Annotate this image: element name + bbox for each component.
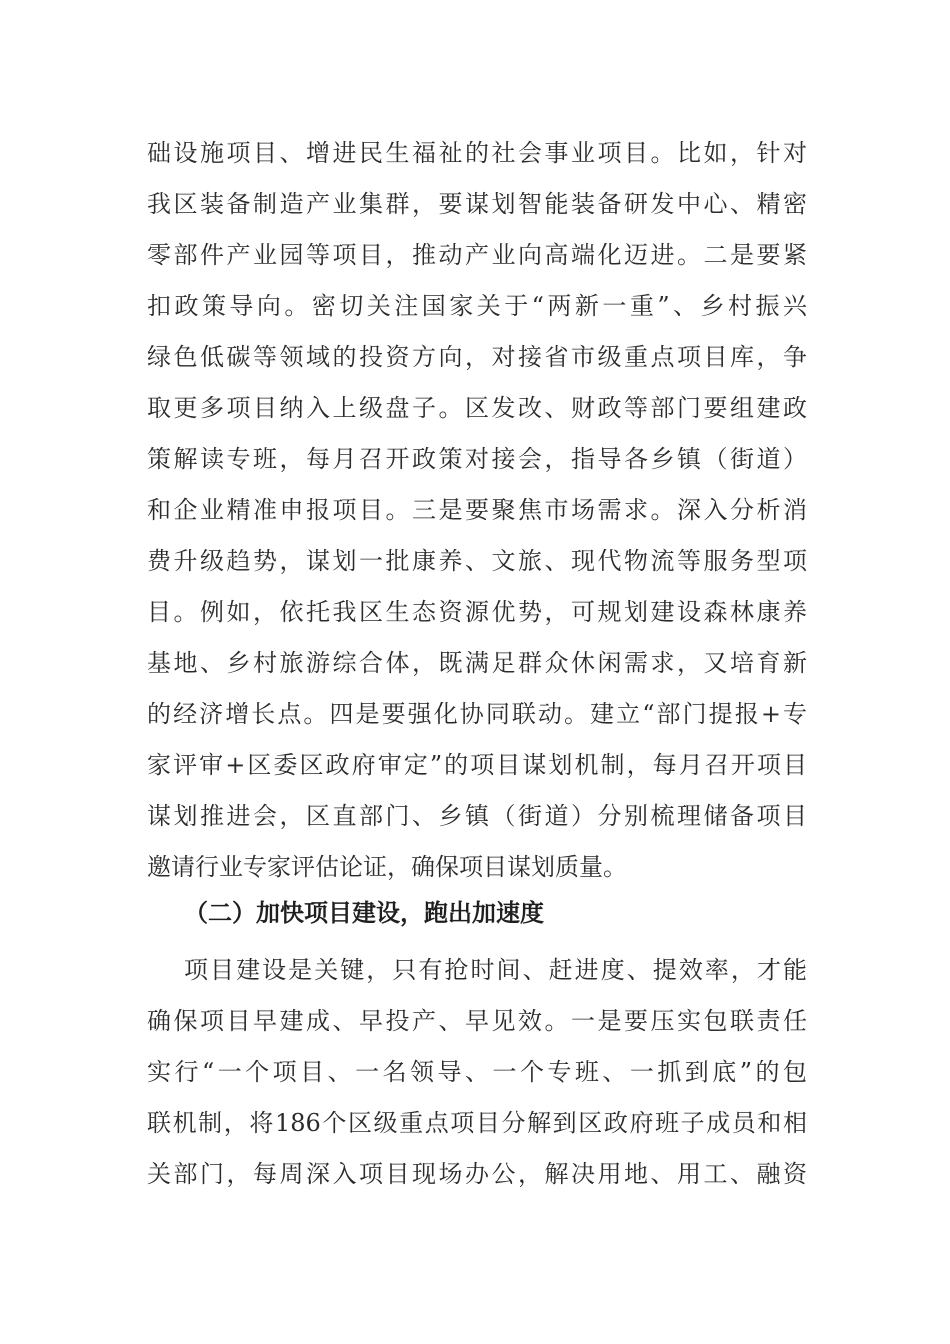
text-line: 基地、乡村旅游综合体，既满足群众休闲需求，又培育新 [147,649,807,677]
text-line: 策解读专班，每月召开政策对接会，指导各乡镇（街道） [147,445,807,473]
text-line: 谋划推进会，区直部门、乡镇（街道）分别梳理储备项目 [147,802,807,830]
paragraph-body [147,945,807,1200]
text-line: 的经济增长点。四是要强化协同联动。建立“部门提报+专 [147,700,807,728]
paragraph-body [147,128,807,893]
text-line: 联机制，将186个区级重点项目分解到区政府班子成员和相 [147,1109,807,1137]
text-line: 关部门，每周深入项目现场办公，解决用地、用工、融资 [147,1160,807,1188]
text-line: 实行“一个项目、一名领导、一个专班、一抓到底”的包 [147,1058,807,1086]
section-heading: （二）加快项目建设，跑出加速度 [184,899,544,927]
text-line: 零部件产业园等项目，推动产业向高端化迈进。二是要紧 [147,241,807,269]
text-line: 目。例如，依托我区生态资源优势，可规划建设森林康养 [147,598,807,626]
text-line: 费升级趋势，谋划一批康养、文旅、现代物流等服务型项 [147,547,807,575]
text-line: 取更多项目纳入上级盘子。区发改、财政等部门要组建政 [147,394,807,422]
text-line: 项目建设是关键，只有抢时间、赶进度、提效率，才能 [184,956,807,984]
text-line: 础设施项目、增进民生福祉的社会事业项目。比如，针对 [147,139,807,167]
text-line: 扣政策导向。密切关注国家关于“两新一重”、乡村振兴 [147,292,807,320]
text-line: 邀请行业专家评估论证，确保项目谋划质量。 [147,853,627,881]
text-line: 确保项目早建成、早投产、早见效。一是要压实包联责任 [147,1007,807,1035]
text-line: 家评审+区委区政府审定”的项目谋划机制，每月召开项目 [147,751,807,779]
text-line: 和企业精准申报项目。三是要聚焦市场需求。深入分析消 [147,496,807,524]
text-line: 绿色低碳等领域的投资方向，对接省市级重点项目库，争 [147,343,807,371]
text-line: 我区装备制造产业集群，要谋划智能装备研发中心、精密 [147,190,807,218]
